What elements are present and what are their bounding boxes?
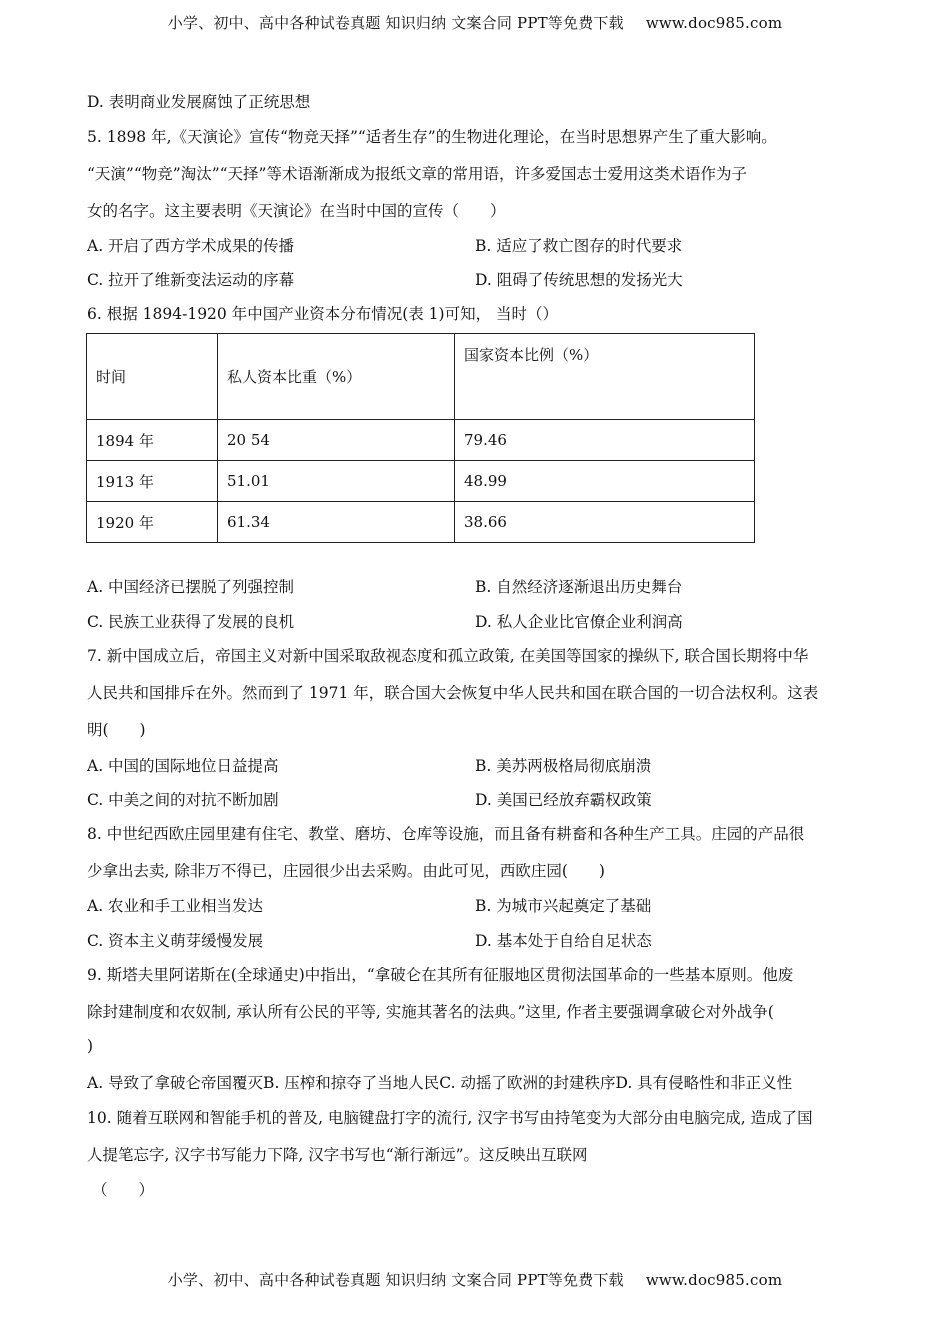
q5-option-a[interactable]: A. 开启了西方学术成果的传播	[87, 237, 295, 255]
q8-stem-line1: 8. 中世纪西欧庄园里建有住宅、教堂、磨坊、仓库等设施，而且备有耕畜和各种生产工具。庄园的产品很	[87, 825, 805, 843]
q5-option-d[interactable]: D. 阻碍了传统思想的发扬光大	[475, 271, 683, 289]
q5-stem-line1: 5. 1898 年,《天演论》宣传“物竞天择”“适者生存”的生物进化理论，在当时思想界产生了重大影响。	[87, 128, 777, 146]
table-cell: 20 54	[218, 420, 455, 461]
q6-option-b[interactable]: B. 自然经济逐渐退出历史舞台	[475, 578, 683, 596]
table-header-row	[87, 334, 755, 420]
q7-stem-line2: 人民共和国排斥在外。然而到了 1971 年，联合国大会恢复中华人民共和国在联合国的一切合法权利。这表	[87, 684, 819, 702]
q6-stem: 6. 根据 1894-1920 年中国产业资本分布情况(表 1)可知， 当时（）	[87, 305, 559, 323]
q8-option-a[interactable]: A. 农业和手工业相当发达	[87, 897, 264, 915]
q7-option-b[interactable]: B. 美苏两极格局彻底崩溃	[475, 757, 652, 775]
table-row	[87, 502, 755, 543]
q9-stem-line2: 除封建制度和农奴制, 承认所有公民的平等, 实施其著名的法典。”这里, 作者主要强调拿破仑对外战争(	[87, 1003, 774, 1021]
q8-option-b[interactable]: B. 为城市兴起奠定了基础	[475, 897, 652, 915]
table-cell: 61.34	[218, 502, 455, 543]
q7-stem-line1: 7. 新中国成立后，帝国主义对新中国采取敌视态度和孤立政策, 在美国等国家的操纵下, 联合国长期将中华	[87, 647, 809, 665]
q7-option-c[interactable]: C. 中美之间的对抗不断加剧	[87, 791, 279, 809]
q10-stem-line2: 人提笔忘字, 汉字书写能力下降, 汉字书写也“渐行渐远”。这反映出互联网	[87, 1146, 588, 1164]
footer-text: 小学、初中、高中各种试卷真题 知识归纳 文案合同 PPT等免费下载	[167, 1271, 624, 1289]
table-cell: 79.46	[455, 420, 755, 461]
q10-stem-line1: 10. 随着互联网和智能手机的普及, 电脑键盘打字的流行, 汉字书写由持笔变为大部分由电脑完成, 造成了国	[87, 1109, 813, 1127]
q7-option-d[interactable]: D. 美国已经放弃霸权政策	[475, 791, 652, 809]
q5-stem-line2: “天演”“物竞”淘汰”“天择”等术语渐渐成为报纸文章的常用语，许多爱国志士爱用这类术语作为子	[87, 165, 747, 183]
q5-option-c[interactable]: C. 拉开了维新变法运动的序幕	[87, 271, 295, 289]
page-header	[0, 12, 950, 33]
table-cell: 1920 年	[87, 502, 218, 543]
table-cell: 1894 年	[87, 420, 218, 461]
q8-option-c[interactable]: C. 资本主义萌芽缓慢发展	[87, 932, 264, 950]
q10-stem-line3: （ ）	[92, 1181, 155, 1199]
footer-url[interactable]: www.doc985.com	[645, 1271, 783, 1289]
q6-option-d[interactable]: D. 私人企业比官僚企业利润高	[475, 613, 683, 631]
q9-stem-line1: 9. 斯塔夫里阿诺斯在(全球通史)中指出，“拿破仑在其所有征服地区贯彻法国革命的一些基本原则。他废	[87, 966, 794, 984]
q5-option-b[interactable]: B. 适应了救亡图存的时代要求	[475, 237, 683, 255]
q6-option-a[interactable]: A. 中国经济已摆脱了列强控制	[87, 578, 295, 596]
table-header-cell: 时间	[87, 334, 218, 420]
q7-stem-line3: 明( )	[87, 721, 146, 739]
capital-distribution-table	[86, 333, 755, 543]
q6-option-c[interactable]: C. 民族工业获得了发展的良机	[87, 613, 295, 631]
header-url[interactable]: www.doc985.com	[645, 14, 783, 32]
table-cell: 51.01	[218, 461, 455, 502]
q9-stem-line3: )	[87, 1037, 94, 1055]
table-cell: 48.99	[455, 461, 755, 502]
table-header-cell: 私人资本比重（%）	[218, 334, 455, 420]
q8-option-d[interactable]: D. 基本处于自给自足状态	[475, 932, 652, 950]
table-header-cell: 国家资本比例（%）	[455, 334, 755, 420]
prev-option-d: D. 表明商业发展腐蚀了正统思想	[87, 93, 311, 111]
table-row	[87, 420, 755, 461]
q7-option-a[interactable]: A. 中国的国际地位日益提高	[87, 757, 279, 775]
table-cell: 38.66	[455, 502, 755, 543]
header-text: 小学、初中、高中各种试卷真题 知识归纳 文案合同 PPT等免费下载	[167, 14, 624, 32]
q9-options[interactable]: A. 导致了拿破仑帝国覆灭B. 压榨和掠夺了当地人民C. 动摇了欧洲的封建秩序D. 具有侵略性和非正义性	[87, 1074, 793, 1092]
page-footer	[0, 1269, 950, 1290]
q5-stem-line3: 女的名字。这主要表明《天演论》在当时中国的宣传（ ）	[87, 202, 506, 220]
q8-stem-line2: 少拿出去卖, 除非万不得已，庄园很少出去采购。由此可见，西欧庄园( )	[87, 862, 605, 880]
table-cell: 1913 年	[87, 461, 218, 502]
table-row	[87, 461, 755, 502]
